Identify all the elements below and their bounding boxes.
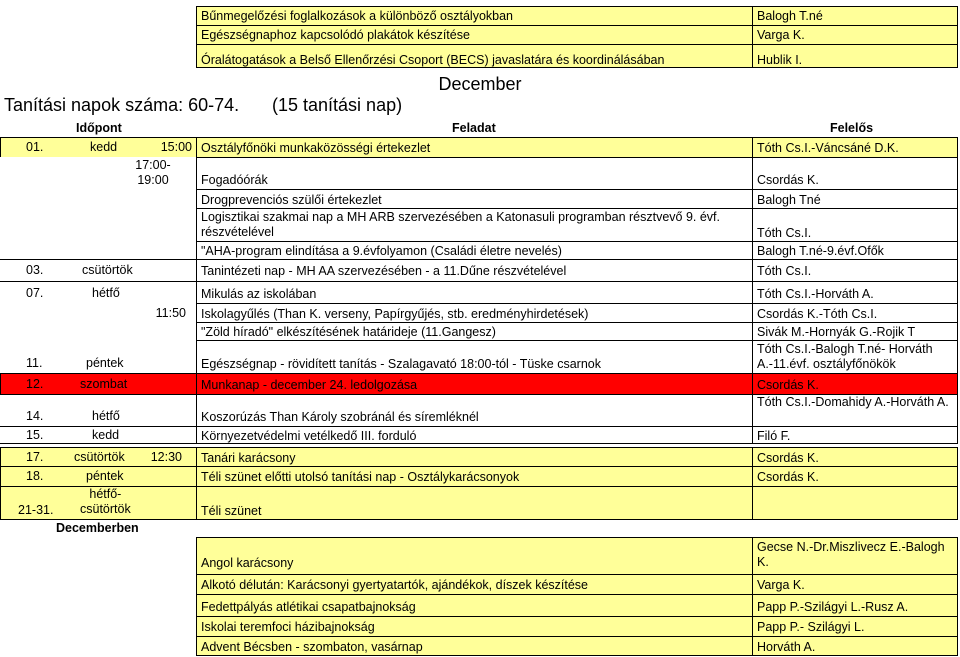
task-cell: Tanári karácsony [196, 447, 752, 466]
task-cell: Angol karácsony [196, 537, 752, 574]
responsible-cell: Tóth Cs.I. [752, 208, 958, 241]
bottom-row [0, 594, 960, 616]
responsible-cell: Gecse N.-Dr.Miszlivecz E.-Balogh K. [752, 537, 958, 574]
time-cell: 12:30 [150, 450, 182, 464]
weekday: kedd [90, 140, 118, 154]
day-number: 03. [26, 263, 44, 277]
month-title: December [438, 74, 522, 94]
responsible-cell: Csordás K. [752, 447, 958, 466]
weekday: csütörtök [74, 450, 125, 464]
responsible-cell: Balogh T.né [752, 6, 958, 25]
responsible-cell: Tóth Cs.I. [752, 259, 958, 281]
responsible-cell: Csordás K. [752, 157, 958, 189]
responsible-cell: Varga K. [752, 25, 958, 44]
header-responsible: Felelős [830, 121, 874, 135]
task-cell: Koszorúzás Than Károly szobránál és síremléknél [196, 394, 752, 426]
weekday: hétfő- csütörtök [80, 487, 131, 516]
time-cell: 17:00- 19:00 [135, 158, 171, 187]
weekday: szombat [80, 377, 128, 391]
responsible-cell: Papp P.- Szilágyi L. [752, 616, 958, 636]
top-row [0, 44, 960, 68]
task-cell: Osztályfőnöki munkaközösségi értekezlet [196, 137, 752, 157]
task-cell: Tanintézeti nap - MH AA szervezésében - a 11.Dűne részvételével [196, 259, 752, 281]
table-row [0, 137, 960, 157]
day-number: 01. [26, 140, 44, 154]
top-row [0, 6, 960, 25]
table-row [0, 466, 960, 486]
task-cell: "Zöld híradó" elkészítésének határideje (11.Gangesz) [196, 322, 752, 340]
responsible-cell: Csordás K.-Tóth Cs.I. [752, 303, 958, 322]
task-cell: Téli szünet előtti utolsó tanítási nap - Osztálykarácsonyok [196, 466, 752, 486]
responsible-cell [752, 486, 958, 520]
day-number: 21-31. [18, 503, 54, 517]
responsible-cell: Tóth Cs.I.-Horváth A. [752, 281, 958, 303]
day-number: 07. [26, 286, 44, 300]
responsible-cell: Csordás K. [752, 373, 958, 394]
task-cell: Fedettpályás atlétikai csapatbajnokság [196, 594, 752, 616]
table-row [0, 340, 960, 373]
table-row [0, 157, 960, 189]
responsible-cell: Sivák M.-Hornyák G.-Rojik T [752, 322, 958, 340]
responsible-cell: Tóth Cs.I.-Balogh T.né- Horváth A.-11.évf. osztályfőnökök [752, 340, 958, 373]
weekday: hétfő [92, 286, 120, 300]
table-row [0, 322, 960, 340]
teaching-days-note: (15 tanítási nap) [272, 95, 403, 115]
task-cell: Bűnmegelőzési foglalkozások a különböző osztályokban [196, 6, 752, 25]
task-cell: Iskolai teremfoci házibajnokság [196, 616, 752, 636]
decemberben-label: Decemberben [56, 521, 139, 535]
task-cell: Környezetvédelmi vetélkedő III. forduló [196, 426, 752, 444]
table-row [0, 281, 960, 303]
task-cell: Óralátogatások a Belső Ellenőrzési Csoport (BECS) javaslatára és koordinálásában [196, 44, 752, 68]
responsible-cell: Papp P.-Szilágyi L.-Rusz A. [752, 594, 958, 616]
teaching-days: Tanítási napok száma: 60-74. [4, 95, 240, 115]
weekday: péntek [86, 356, 124, 370]
task-cell: Alkotó délután: Karácsonyi gyertyatartók, ajándékok, díszek készítése [196, 574, 752, 594]
day-number: 18. [26, 469, 44, 483]
weekday: kedd [92, 428, 120, 442]
day-number: 17. [26, 450, 44, 464]
weekday: csütörtök [82, 263, 133, 277]
table-row [0, 303, 960, 322]
table-row [0, 394, 960, 426]
table-row [0, 447, 960, 466]
responsible-cell: Tóth Cs.I.-Domahidy A.-Horváth A. [752, 394, 958, 426]
day-number: 14. [26, 409, 44, 423]
task-cell: Munkanap - december 24. ledolgozása [196, 373, 752, 394]
responsible-cell: Hublik I. [752, 44, 958, 68]
task-cell: Fogadóórák [196, 157, 752, 189]
day-number: 15. [26, 428, 44, 442]
responsible-cell: Balogh T.né-9.évf.Ofők [752, 241, 958, 259]
day-number: 12. [26, 377, 44, 391]
responsible-cell: Tóth Cs.I.-Váncsáné D.K. [752, 137, 958, 157]
table-row [0, 486, 960, 520]
task-cell: Iskolagyűlés (Than K. verseny, Papírgyűjés, stb. eredményhirdetések) [196, 303, 752, 322]
task-cell: Téli szünet [196, 486, 752, 520]
table-row [0, 208, 960, 241]
responsible-cell: Varga K. [752, 574, 958, 594]
time-cell: 15:00 [160, 140, 192, 154]
table-row [0, 259, 960, 281]
task-cell: Logisztikai szakmai nap a MH ARB szervezésében a Katonasuli programban résztvevő 9. évf. részvételével [196, 208, 752, 241]
responsible-cell: Filó F. [752, 426, 958, 444]
table-row [0, 426, 960, 444]
task-cell: Egészségnaphoz kapcsolódó plakátok készítése [196, 25, 752, 44]
bottom-row [0, 616, 960, 636]
table-row [0, 189, 960, 208]
responsible-cell: Csordás K. [752, 466, 958, 486]
bottom-row [0, 574, 960, 594]
task-cell: Advent Bécsben - szombaton, vasárnap [196, 636, 752, 656]
header-task: Feladat [452, 121, 496, 135]
task-cell: Egészségnap - rövidített tanítás - Szalagavató 18:00-tól - Tüske csarnok [196, 340, 752, 373]
table-row [0, 241, 960, 259]
bottom-row [0, 537, 960, 574]
table-row [0, 373, 960, 394]
weekday: hétfő [92, 409, 120, 423]
task-cell: Drogprevenciós szülői értekezlet [196, 189, 752, 208]
day-number: 11. [26, 356, 43, 370]
weekday: péntek [86, 469, 124, 483]
responsible-cell: Balogh Tné [752, 189, 958, 208]
task-cell: Mikulás az iskolában [196, 281, 752, 303]
top-row [0, 25, 960, 44]
bottom-row [0, 636, 960, 656]
header-time: Időpont [76, 121, 122, 135]
time-cell: 11:50 [155, 306, 186, 320]
responsible-cell: Horváth A. [752, 636, 958, 656]
task-cell: "AHA-program elindítása a 9.évfolyamon (Családi életre nevelés) [196, 241, 752, 259]
